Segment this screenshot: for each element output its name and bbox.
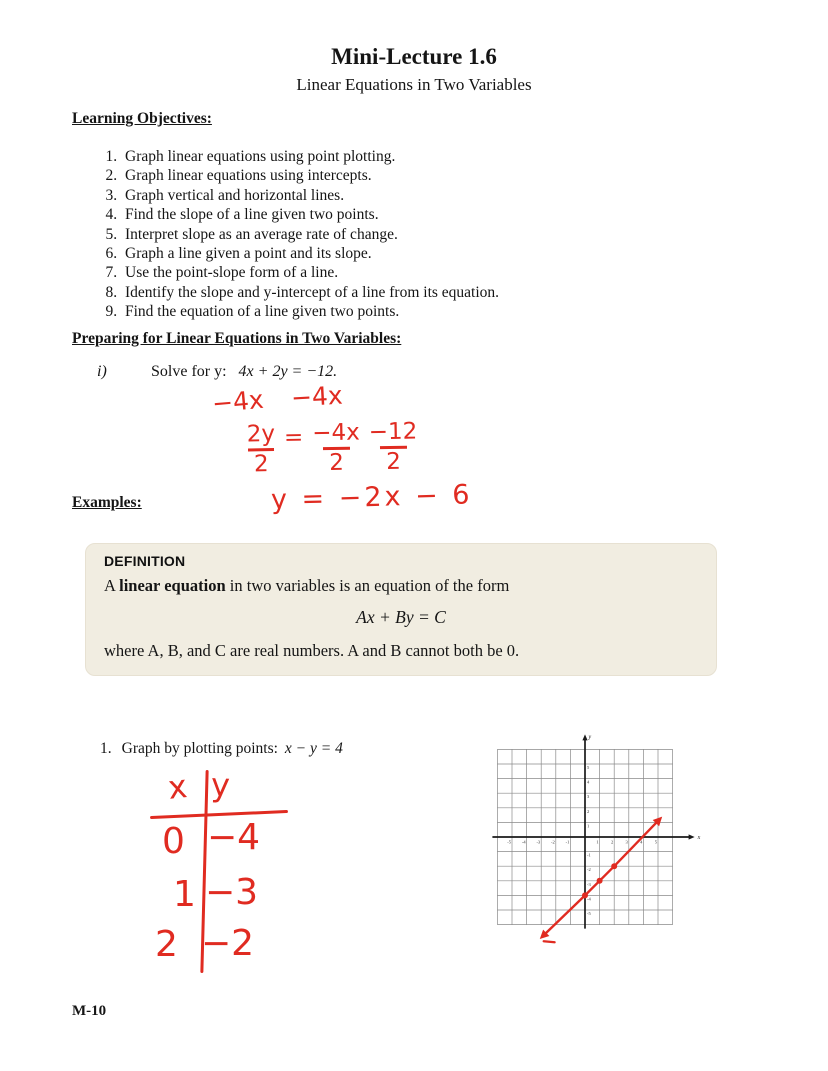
- objective-item-1: 1. Graph linear equations using point plotting.: [121, 147, 499, 166]
- svg-text:-2: -2: [551, 839, 555, 845]
- fraction-2y-over-2: [247, 422, 276, 477]
- definition-body: [104, 576, 698, 596]
- objective-item-3: 3. Graph vertical and horizontal lines.: [121, 186, 499, 205]
- page-number: M-10: [72, 1003, 107, 1019]
- handwritten-result-equation: y = −2x − 6: [270, 479, 473, 516]
- svg-text:-3: -3: [587, 881, 591, 887]
- hand-table-cell: 1: [173, 874, 196, 915]
- svg-text:-5: -5: [587, 911, 591, 916]
- svg-text:1: 1: [596, 839, 599, 845]
- fraction-numerator: −12: [368, 418, 418, 446]
- page-title: Mini-Lecture 1.6: [331, 44, 497, 69]
- svg-text:-1: -1: [587, 852, 591, 858]
- definition-box: [85, 543, 717, 676]
- example-1-prompt-line: [100, 740, 343, 758]
- svg-text:y: y: [588, 734, 592, 741]
- definition-formula: Ax + By = C: [356, 607, 446, 627]
- objective-item-5: 5. Interpret slope as an average rate of change.: [121, 225, 499, 244]
- examples-heading: Examples:: [72, 494, 142, 511]
- svg-text:5: 5: [654, 839, 657, 845]
- definition-body-prefix: A: [104, 576, 120, 595]
- svg-text:4: 4: [640, 839, 643, 845]
- definition-footnote: where A, B, and C are real numbers. A and B cannot both be 0.: [104, 641, 520, 660]
- warmup-problem: [97, 363, 337, 381]
- svg-text:-5: -5: [507, 839, 511, 845]
- hand-table-cell: 0: [162, 821, 185, 862]
- objective-item-2: 2. Graph linear equations using intercepts.: [121, 166, 499, 185]
- coordinate-grid-graph: [483, 731, 705, 953]
- equals-sign: =: [283, 424, 304, 451]
- learning-objectives-heading: Learning Objectives:: [72, 110, 212, 127]
- handwritten-divide-step: [247, 420, 419, 478]
- objective-item-9: 9. Find the equation of a line given two points.: [121, 302, 499, 321]
- svg-text:-2: -2: [587, 867, 591, 873]
- fraction-denominator: 2: [323, 447, 350, 476]
- hand-table-cell: −4: [207, 817, 261, 858]
- objective-item-6: 6. Graph a line given a point and its slope.: [121, 244, 499, 263]
- handwritten-subtract-left: −4x: [210, 384, 265, 419]
- preparing-heading: Preparing for Linear Equations in Two Variables:: [72, 330, 402, 347]
- warmup-roman-label: i): [97, 363, 107, 380]
- hand-table-header-y: y: [210, 765, 231, 805]
- objectives-list: [72, 147, 499, 322]
- svg-text:x: x: [697, 835, 701, 841]
- svg-text:-4: -4: [587, 896, 591, 902]
- svg-text:4: 4: [587, 779, 590, 785]
- page-subtitle: Linear Equations in Two Variables: [296, 75, 532, 94]
- fraction-denominator: 2: [380, 446, 407, 475]
- fraction-denominator: 2: [248, 448, 275, 477]
- example-prompt: Graph by plotting points:: [121, 740, 278, 757]
- definition-body-suffix: in two variables is an equation of the form: [225, 576, 510, 595]
- fraction-neg12-over-2: [369, 420, 418, 475]
- svg-text:-4: -4: [521, 839, 526, 845]
- warmup-prompt: Solve for y:: [151, 363, 227, 380]
- hand-table-header-x: x: [166, 767, 189, 807]
- svg-text:2: 2: [587, 808, 590, 814]
- hand-table-cell: 2: [155, 924, 178, 965]
- svg-text:1: 1: [587, 823, 590, 829]
- definition-body-term: linear equation: [119, 576, 226, 595]
- svg-text:-3: -3: [536, 839, 541, 845]
- example-number: 1.: [100, 740, 112, 757]
- objective-item-7: 7. Use the point-slope form of a line.: [121, 263, 499, 282]
- hand-table-cell: −2: [201, 923, 255, 964]
- definition-heading: DEFINITION: [104, 553, 186, 569]
- svg-text:3: 3: [625, 839, 628, 845]
- svg-text:2: 2: [610, 839, 614, 845]
- fraction-neg4x-over-2: [312, 421, 360, 476]
- svg-text:5: 5: [587, 765, 590, 770]
- svg-text:3: 3: [587, 794, 590, 800]
- fraction-numerator: −4x: [312, 419, 361, 447]
- handwritten-subtract-right: −4x: [290, 380, 344, 413]
- example-equation: x − y = 4: [284, 740, 343, 757]
- fraction-numerator: 2y: [246, 421, 276, 448]
- warmup-equation: 4x + 2y = −12.: [238, 363, 338, 380]
- objective-item-4: 4. Find the slope of a line given two points.: [121, 205, 499, 224]
- objective-item-8: 8. Identify the slope and y-intercept of a line from its equation.: [121, 283, 499, 302]
- svg-text:-1: -1: [565, 839, 570, 845]
- hand-table-cell: −3: [205, 872, 259, 913]
